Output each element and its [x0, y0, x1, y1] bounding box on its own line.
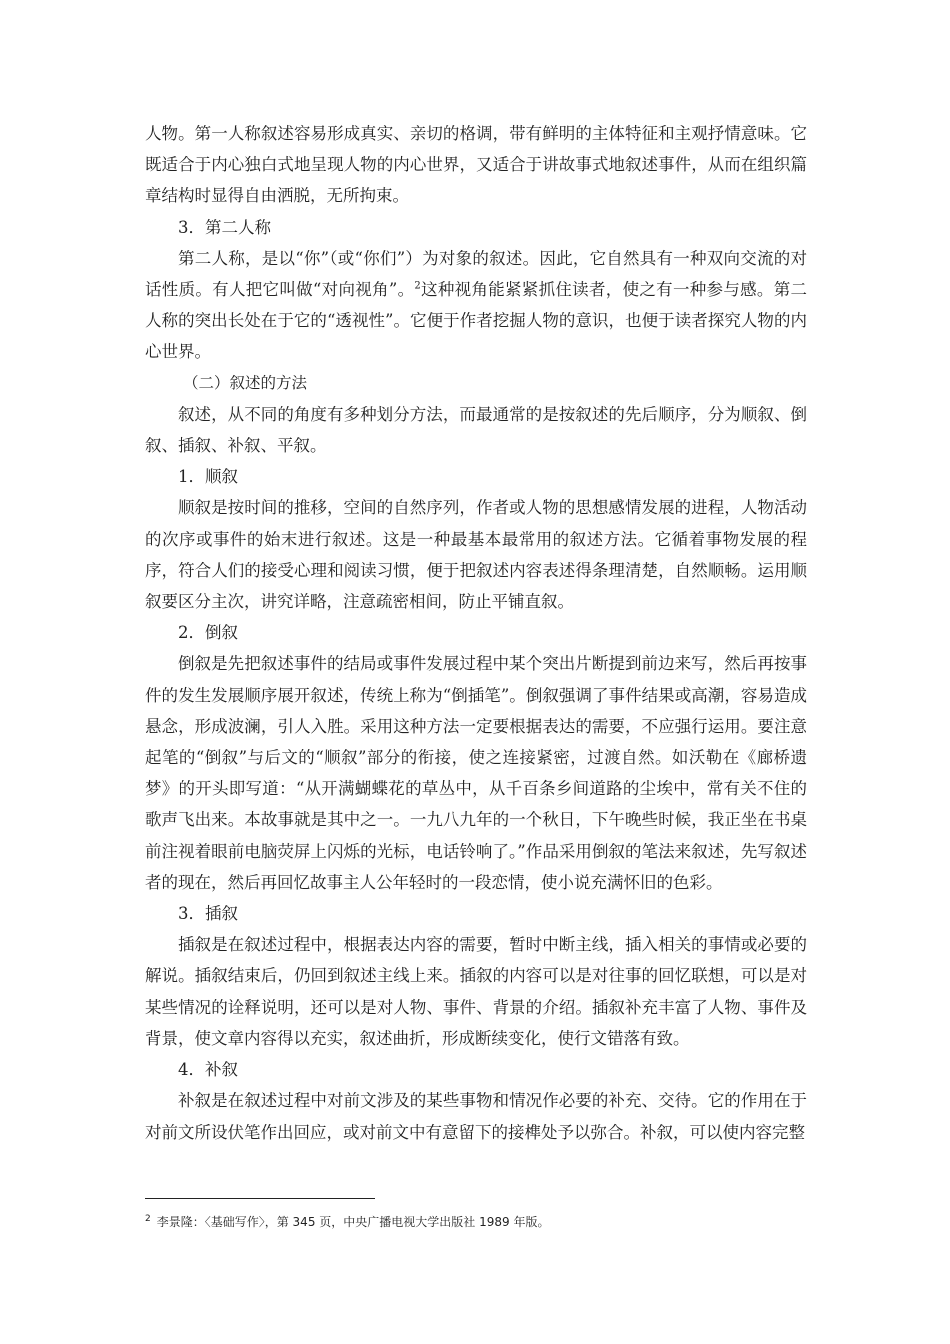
paragraph-interpolation: 插叙是在叙述过程中，根据表达内容的需要，暂时中断主线，插入相关的事情或必要的解说。插叙结束后，仍回到叙述主线上来。插叙的内容可以是对往事的回忆联想，可以是对某些情况的诠释说明，还可以是对人物、事件、背景的介绍。插叙补充丰富了人物、事件及背景，使文章内容得以充实，叙述曲折，形成断续变化，使行文错落有致。 — [145, 935, 807, 1048]
paragraph-second-person-part2: 这种视角能紧紧抓住读者，使之有一种参与感。第二人称的突出长处在于它的“透视性”。它便于作者挖掘人物的意识，也便于读者探究人物的内心世界。 — [145, 280, 808, 362]
footnote — [145, 1210, 807, 1231]
heading-second-person: 3．第二人称 — [178, 217, 271, 237]
paragraph-first-person-continued: 人物。第一人称叙述容易形成真实、亲切的格调，带有鲜明的主体特征和主观抒情意味。它既适合于内心独白式地呈现人物的内心世界，又适合于讲故事式地叙述事件，从而在组织篇章结构时显得自由洒脱，无所拘束。 — [145, 124, 807, 206]
paragraph-second-person — [145, 243, 807, 368]
paragraph-chronological: 顺叙是按时间的推移，空间的自然序列，作者或人物的思想感情发展的进程，人物活动的次序或事件的始末进行叙述。这是一种最基本最常用的叙述方法。它循着事物发展的程序，符合人们的接受心理和阅读习惯，便于把叙述内容表述得条理清楚，自然顺畅。运用顺叙要区分主次，讲究详略，注意疏密相间，防止平铺直叙。 — [145, 498, 807, 612]
footnote-text: 李景隆：〈基础写作〉，第 345 页，中央广播电视大学出版社 1989 年版。 — [156, 1215, 550, 1229]
heading-interpolation: 3．插叙 — [178, 904, 238, 924]
heading-chronological: 1．顺叙 — [178, 467, 238, 487]
footnote-separator — [145, 1198, 375, 1199]
paragraph-second-person-part1: 第二人称，是以“你”（或“你们”）为对象的叙述。因此，它自然具有一种双向交流的对话性质。有人把它叫做“对向视角”。 — [145, 248, 807, 300]
section-heading-narration-methods: （二）叙述的方法 — [183, 373, 308, 392]
heading-supplementary: 4．补叙 — [178, 1060, 238, 1080]
footnote-number: 2 — [145, 1214, 151, 1224]
heading-flashback: 2．倒叙 — [178, 623, 238, 643]
paragraph-narration-intro: 叙述，从不同的角度有多种划分方法，而最通常的是按叙述的先后顺序，分为顺叙、倒叙、插叙、补叙、平叙。 — [145, 404, 807, 456]
body-text — [145, 118, 807, 1148]
paragraph-flashback: 倒叙是先把叙述事件的结局或事件发展过程中某个突出片断提到前边来写，然后再按事件的发生发展顺序展开叙述，传统上称为“倒插笔”。倒叙强调了事件结果或高潮，容易造成悬念，形成波澜，引人入胜。采用这种方法一定要根据表达的需要，不应强行运用。要注意起笔的“倒叙”与后文的“顺叙”部分的衔接，使之连接紧密，过渡自然。如沃勒在《廊桥遗梦》的开头即写道：“从开满蝴蝶花的草丛中，从千百条乡间道路的尘埃中，常有关不住的歌声飞出来。本故事就是其中之一。一九八九年的一个秋日，下午晚些时候，我正坐在书桌前注视着眼前电脑荧屏上闪烁的光标，电话铃响了。”作品采用倒叙的笔法来叙述，先写叙述者的现在，然后再回忆故事主人公年轻时的一段恋情，使小说充满怀旧的色彩。 — [145, 654, 807, 892]
footnote-reference[interactable]: 2 — [414, 280, 421, 292]
paragraph-supplementary: 补叙是在叙述过程中对前文涉及的某些事物和情况作必要的补充、交待。它的作用在于对前文所设伏笔作出回应，或对前文中有意留下的接榫处予以弥合。补叙，可以使内容完整 — [145, 1091, 807, 1142]
